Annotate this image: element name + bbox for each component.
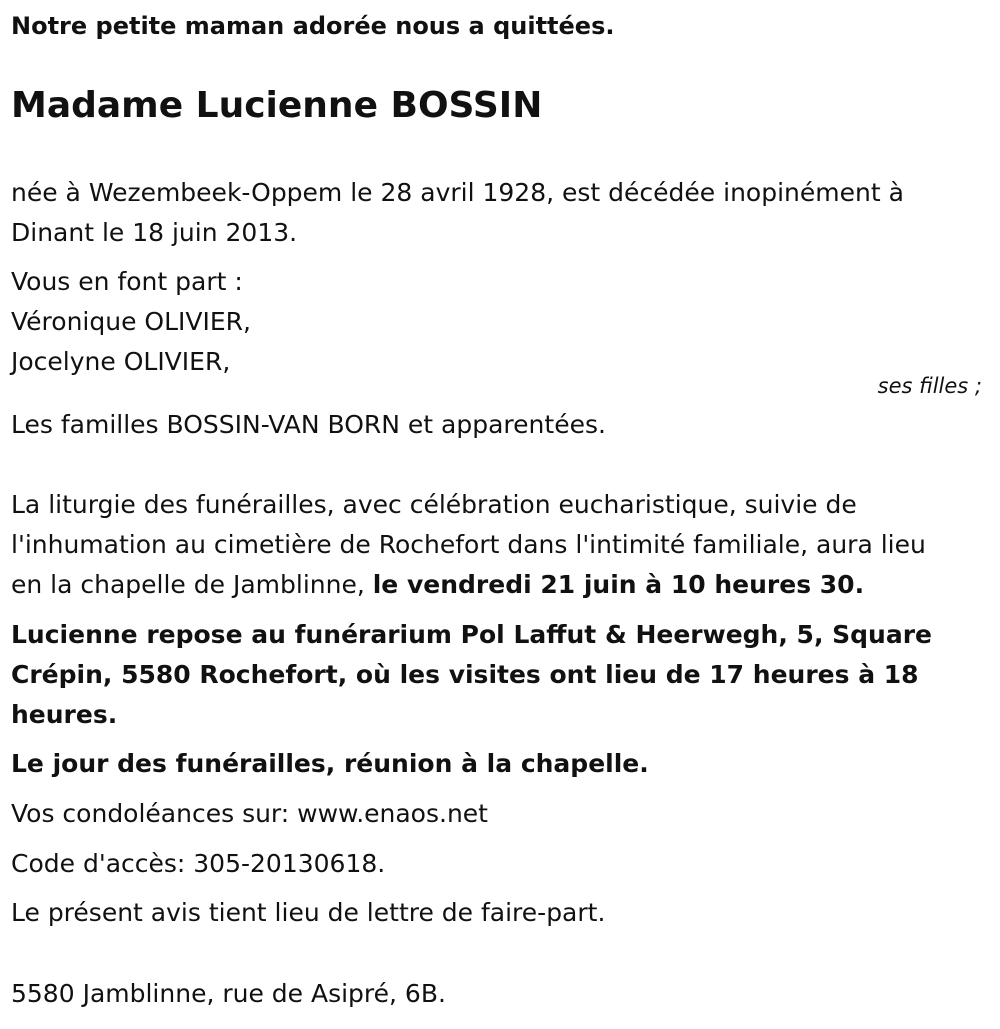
repose-paragraph [11,615,989,735]
repose-line-3: heures. [11,700,118,729]
meeting-line: Le jour des funérailles, réunion à la chapelle. [11,749,649,778]
family-member: Véronique OLIVIER, [11,307,251,336]
families-line: Les familles BOSSIN-VAN BORN et apparentées. [11,410,606,439]
birth-death-paragraph [11,173,989,253]
deceased-name: Madame Lucienne BOSSIN [11,85,543,126]
liturgy-paragraph [11,485,989,605]
condolences-line: Vos condoléances sur: www.enaos.net [11,799,488,828]
liturgy-location: en la chapelle de Jamblinne, [11,570,373,599]
liturgy-line-2: l'inhumation au cimetière de Rochefort dans l'intimité familiale, aura lieu [11,530,926,559]
birth-death-line-2: Dinant le 18 juin 2013. [11,218,298,247]
liturgy-line-1: La liturgie des funérailles, avec célébration eucharistique, suivie de [11,490,857,519]
repose-line-1: Lucienne repose au funérarium Pol Laffut & Heerwegh, 5, Square [11,620,933,649]
notice-note-line: Le présent avis tient lieu de lettre de faire-part. [11,898,606,927]
liturgy-date-time: le vendredi 21 juin à 10 heures 30. [372,570,865,599]
announce-label: Vous en font part : [11,267,243,296]
family-member: Jocelyne OLIVIER, [11,347,231,376]
repose-line-2: Crépin, 5580 Rochefort, où les visites ont lieu de 17 heures à 18 [11,660,919,689]
liturgy-line-3 [11,565,989,605]
announcers-block [11,262,989,382]
birth-death-line-1: née à Wezembeek-Oppem le 28 avril 1928, est décédée inopinément à [11,178,904,207]
address-line: 5580 Jamblinne, rue de Asipré, 6B. [11,979,446,1008]
intro-heading: Notre petite maman adorée nous a quittées. [11,12,615,40]
family-role: ses filles ; [877,374,982,398]
access-code-line: Code d'accès: 305-20130618. [11,849,386,878]
